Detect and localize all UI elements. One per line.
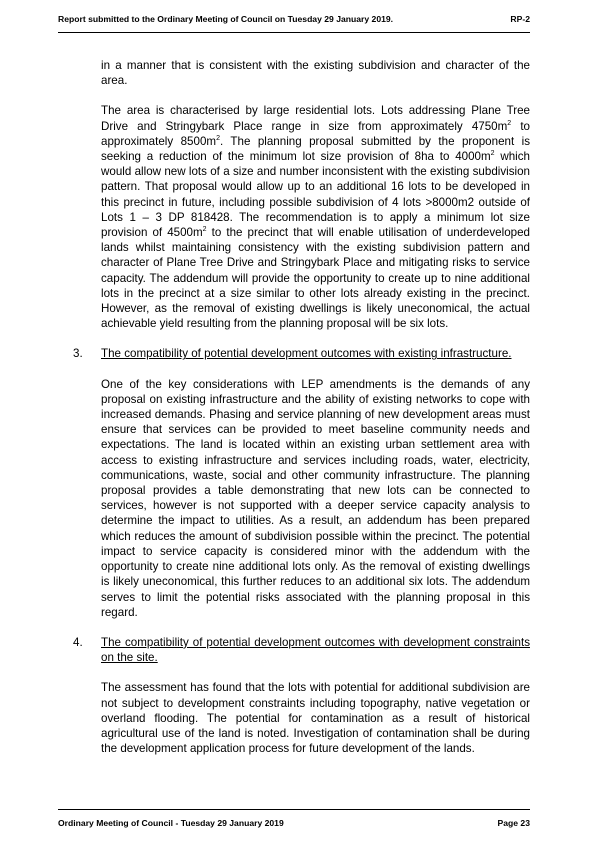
paragraph-constraints: The assessment has found that the lots with potential for additional subdivision are not subject to development constraints including topography, native vegetation or overland flooding. The potential for contamination as a result of historical agricultural use of the land is noted. Investigation of contamination shall be during the development application process for future development of the lands. <box>101 681 530 756</box>
header-ref: RP-2 <box>510 14 530 24</box>
paragraph-intro: in a manner that is consistent with the existing subdivision and character of the area. <box>101 59 530 88</box>
p2-text-e: to the precinct that will enable utilisation of underdeveloped lands whilst maintaining consistency with the existing subdivision pattern and character of Plane Tree Drive and Stringybark Place and mitigating risks to service capacity. The addendum will provide the opportunity to create up to nine additional lots in the precinct at a size similar to other lots already existing in the precinct. However, as the removal of existing dwellings is likely uneconomical, the actual achievable yield resulting from the planning proposal will be six lots. <box>101 226 530 331</box>
superscript-2: 2 <box>507 119 512 127</box>
p2-text-b: to approximately 8500m <box>101 119 530 148</box>
section-heading: The compatibility of potential development outcomes with existing infrastructure. <box>101 347 512 361</box>
p2-text-a: The area is characterised by large residential lots. Lots addressing Plane Tree Drive and Stringybark Place range in size from approximately 4750m <box>101 104 530 133</box>
paragraph-area-character <box>101 103 530 331</box>
footer-meeting: Ordinary Meeting of Council - Tuesday 29 January 2019 <box>58 818 284 828</box>
superscript-2: 2 <box>202 226 207 234</box>
paragraph-infrastructure: One of the key considerations with LEP amendments is the demands of any proposal on existing infrastructure and the ability of existing networks to cope with increased demands. Phasing and service planning of new development areas must ensure that services can be provided to meet baseline community needs and expectations. The land is located within an existing urban settlement area with access to existing infrastructure and services including roads, water, electricity, communications, waste, social and other community infrastructure. The planning proposal provides a table demonstrating that new lots can be connected to services, however is not supported with a deeper service capacity analysis to determine the impact to utilities. As a result, an addendum has been prepared which reduces the amount of subdivision possible within the precinct. The potential impact to service capacity is considered minor with the addendum with the opportunity to create nine additional lots only. As the removal of existing dwellings is likely uneconomical, this further reduces to an additional six lots. The addendum serves to limit the potential risks associated with the planning proposal in this regard. <box>101 377 530 619</box>
p2-text-c: . The planning proposal submitted by the proponent is seeking a reduction of the minimum lot size provision of 8ha to 4000m <box>101 134 530 164</box>
item-number: 3. <box>73 347 83 361</box>
page-header <box>58 14 530 33</box>
superscript-2: 2 <box>216 134 220 142</box>
section-item-4 <box>73 635 530 665</box>
item-number: 4. <box>73 635 83 649</box>
page-number: Page 23 <box>497 818 530 828</box>
page-footer <box>58 809 530 830</box>
section-heading: The compatibility of potential development outcomes with development constraints on the site. <box>101 635 530 665</box>
superscript-2: 2 <box>490 150 495 158</box>
header-title: Report submitted to the Ordinary Meeting of Council on Tuesday 29 January 2019. <box>58 14 394 24</box>
p2-text-d: which would allow new lots of a size and number inconsistent with the existing subdivision pattern. That proposal would allow up to an additional 16 lots to be developed in this precinct in future, including possible subdivision of 4 lots >8000m2 outside of Lots 1 – 3 DP 818428. The recommendation is to apply a minimum lot size provision of 4500m <box>101 150 530 240</box>
section-item-3 <box>73 346 530 361</box>
document-body <box>73 58 530 756</box>
